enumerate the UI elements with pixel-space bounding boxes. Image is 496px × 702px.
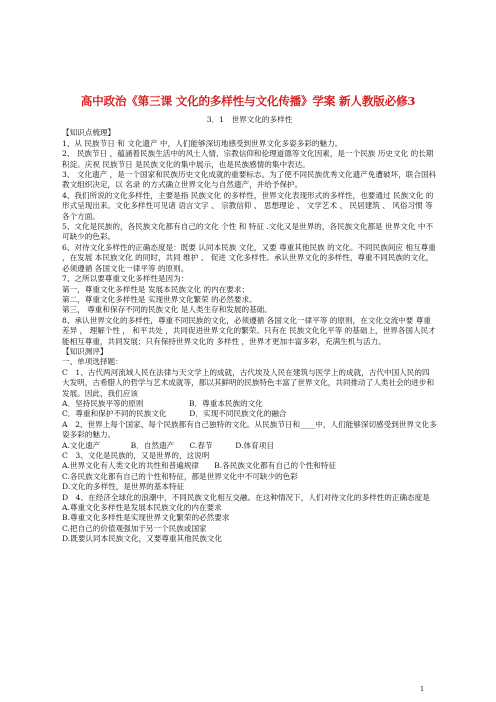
review-paragraph-1: 1、从 民族节日 和 文化遗产 中，人们能够深切地感受到世界文化多姿多彩的魅力。 xyxy=(62,138,343,148)
question-4-stem: D 4、在经济全球化的浪潮中，不同民族文化相互交融。在这种情况下，人们对待文化的多样性的正确态度是 xyxy=(62,492,430,502)
review-paragraph-4: 4、我们所说的文化多样性，主要是指 民族文化 的多样性，世界文化表现形式的多样性，也要通过 民族文化 的形式呈现出来。文化多样性可见诸 语言文字 、 宗教信仰 、 思想理论 、 文学艺术 、 民居建筑 、 风俗习惯 等各个方面。 xyxy=(62,190,434,221)
review-paragraph-2: 2、 民族节日 ，蕴涵着民族生活中的风土人情、宗教信仰和伦理道德等文化因素，是一个民族 历史文化 的长期积淀。庆祝 民族节日 是民族文化的集中展示，也是民族感情的集中表达。 xyxy=(62,149,434,169)
section-subtitle: 3．1 世界文化的多样性 xyxy=(206,115,293,124)
review-paragraph-7a: 第一，尊重文化多样性是 发展本民族文化 的内在要求； xyxy=(62,284,250,294)
question-2-option: A.文化遗产 B．自然遗产 C.春节 D.体育项目 xyxy=(62,440,274,450)
page-number: 1 xyxy=(420,685,425,693)
question-3-option: C.各民族文化都有自己的个性和特征，都是世界文化中不可缺少的色彩 xyxy=(62,471,298,481)
review-paragraph-7: 7、之所以要尊重文化多样性是因为： xyxy=(62,274,189,284)
question-3-option: A.世界文化有人类文化的共性和普遍规律 B.各民族文化都有自己的个性和特征 xyxy=(62,461,337,471)
question-4-option: B.尊重文化多样性是实现世界文化繁荣的必然要求 xyxy=(62,513,230,523)
mc-header: 一、单项选择题： xyxy=(62,357,123,367)
question-4-option: C.把自己的价值观强加于另一个民族或国家 xyxy=(62,523,207,533)
document-title: 高中政治《第三课 文化的多样性与文化传播》学案 新人教版必修3 xyxy=(80,94,416,108)
review-paragraph-6: 6、对待文化多样性的正确态度是：既要 认同本民族 文化，又要 尊重其他民族 的文化。不同民族间应 相互尊重 ，在发展 本民族文化 的同时，共同 维护 、 促进 文化多样性。承认世界文化的多样性，尊重不同民族的文化，必须遵循 各国文化一律平等 的原则。 xyxy=(62,242,436,273)
question-1-option: A．坚持民族平等的原则 B．尊重本民族的文化 xyxy=(62,398,263,408)
document-body xyxy=(62,115,437,545)
question-2-stem: A 2、世界上每个国家、每个民族都有自己独特的文化。从民族节日和____中，人们能够深切感受到世界文化多姿多彩的魅力。 xyxy=(62,419,437,440)
review-paragraph-8: 8、承认世界文化的多样性，尊重不同民族的文化，必须遵循 各国文化一律平等 的原则，在文化交流中要 尊重差异 ， 理解个性 ， 和平共处 ，共同促进世界文化的繁荣。只有在 民族文化化平等 的基础上，世界各国人民才能相互尊重，共同发展；只有保持世界文化的 多样性 ，世界才更加丰富多彩，充满生机与活力。 xyxy=(62,315,436,346)
question-1-stem: C 1、古代两河流域人民在法律与天文学上的成就，古代埃及人民在建筑与医学上的成就，古代中国人民的四大发明，古希腊人的哲学与艺术成就等，都以其鲜明的民族特色丰富了世界文化，共同推动了人类社会的进步和发展。因此，我们应该 xyxy=(62,367,435,398)
review-paragraph-7b: 第二，尊重文化多样性是 实现世界文化繁荣 的必然要求。 xyxy=(62,294,257,304)
question-1-option: C．尊重和保护不同的民族文化 D．实现不同民族文化的融合 xyxy=(62,409,287,419)
question-3-stem: C 3、文化是民族的，又是世界的，这说明 xyxy=(62,451,210,460)
question-4-option: D.既要认同本民族文化，又要尊重其他民族文化 xyxy=(62,534,223,544)
test-header: 【知识测评】 xyxy=(62,346,108,356)
question-4-option: A.尊重文化多样性是发展本民族文化的内在要求 xyxy=(62,503,222,513)
question-3-option: D.文化的多样性，是世界的基本特征 xyxy=(62,482,185,492)
review-paragraph-7c: 第三， 尊重和保存不同的民族文化 是人类生存和发展的基础。 xyxy=(62,305,272,315)
review-header: 【知识点梳理】 xyxy=(62,128,116,138)
review-paragraph-3: 3、 文化遗产 ，是一个国家和民族历史文化成就的重要标志。为了使不同民族优秀文化遗产免遭破坏，联合国科教文组织决定，以 名录 的方式确立世界文化与自然遗产，并给予保护。 xyxy=(62,170,437,190)
review-paragraph-5: 5、文化是民族的，各民族文化都有自己的文化 个性 和 特征 .文化又是世界的，各民族文化都是 世界文化 中不可缺少的色彩。 xyxy=(62,222,434,242)
